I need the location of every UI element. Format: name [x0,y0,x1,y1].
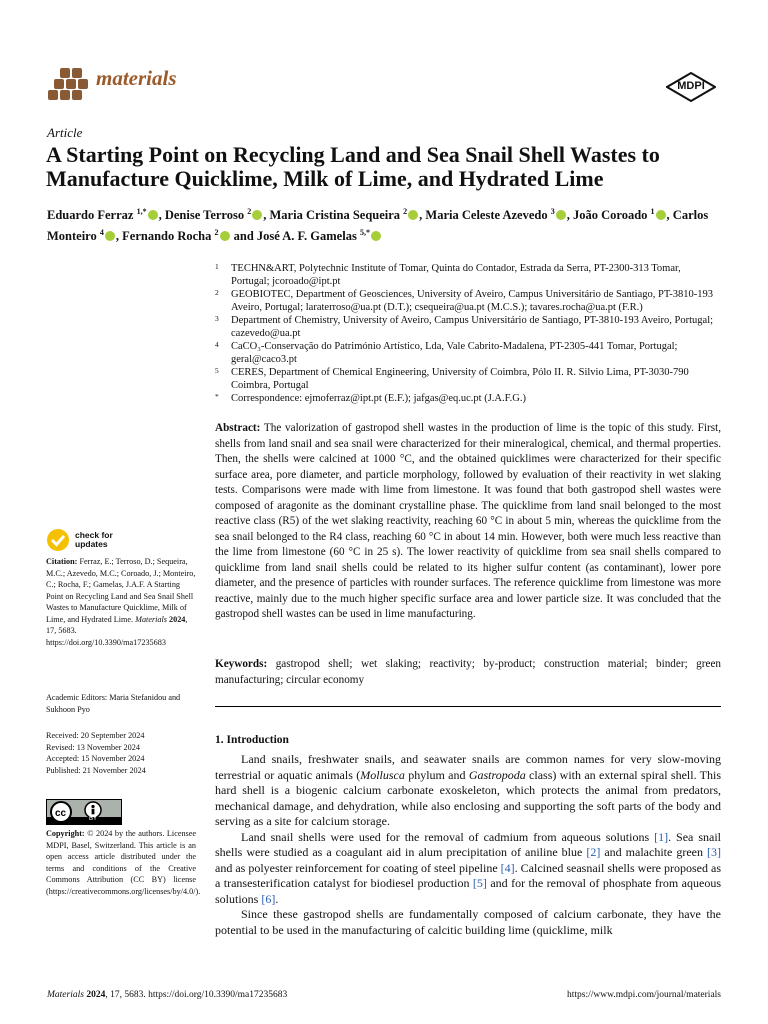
copyright-block [46,828,201,897]
affiliation: 3 Department of Chemistry, University of Aveiro, Campus Universitário de Santiago, PT-3810-193 Aveiro, Portugal; cazevedo@ua.pt [215,314,714,339]
author-name[interactable]: Fernando Rocha [122,229,212,244]
footer-citation: Materials 2024, 17, 5683. https://doi.org/10.3390/ma17235683 [47,990,288,1000]
check-for-updates-button[interactable] [46,528,113,552]
citation-link[interactable]: [1] [654,829,669,844]
orcid-icon[interactable] [556,210,566,220]
revised-date: Revised: 13 November 2024 [46,742,140,752]
citation-link[interactable]: [6] [261,891,276,906]
orcid-icon[interactable] [252,210,262,220]
citation-text: Ferraz, E.; Terroso, D.; Sequeira, M.C.; Azevedo, M.C.; Coroado, J.; Monteiro, C.; Rocha, F.; Gamelas, J.A.F. A Starting Point on Recycling Land and Sea Snail Shell Wastes to Manufacture Quicklime, Milk of Lime, and Hydrated Lime. [46,557,196,624]
section-heading: 1. Introduction [215,734,289,746]
paragraph: Since these gastropod shells are fundamentally composed of calcium carbonate, they have the potential to be used in the manufacturing of calcitic building lime (quicklime, milk [215,907,721,937]
paper-title: A Starting Point on Recycling Land and Sea Snail Shell Wastes to Manufacture Quicklime, Milk of Lime, and Hydrated Lime [46,142,660,191]
check-updates-label: updates [75,539,108,549]
affiliation: 4 CaCO₃-Conservação do Património Artístico, Lda, Vale Cabrito-Madalena, PT-2305-441 Tomar, Portugal; geral@caco3.pt [215,340,678,365]
orcid-icon[interactable] [105,231,115,241]
check-updates-label: check for [75,530,113,540]
author-list: Eduardo Ferraz $^{1,*}$ , Denise Terroso $^2$ , Maria Cristina Sequeira $^2$ , Maria Celeste Azevedo $^3$ , João Coroado $^1$ , Carlos Monteiro $^4$ , Fernando Rocha $^2$ and José A. F. Gamelas $^{5,*}$ [47,207,709,244]
paragraph: Land snails, freshwater snails, and seawater snails are common names for very slow-moving terrestrial or aquatic animals (Mollusca phylum and Gastropoda class) with an external spiral shell. This hard shell is a biogenic calcium carbonate exoskeleton, which protects the animal from predators, mechanical damage, and dehydration, while also enclosing and supporting the soft parts of the body and serving as a site for calcium storage. [215,752,722,828]
accepted-date: Accepted: 15 November 2024 [46,754,145,763]
footer-journal-url[interactable]: https://www.mdpi.com/journal/materials [567,990,721,1000]
divider [215,706,721,707]
keywords-label: Keywords: [215,658,268,670]
dates-block [46,730,196,776]
orcid-icon[interactable] [371,231,381,241]
copyright-text: © 2024 by the authors. Licensee MDPI, Basel, Switzerland. This article is an open access article distributed under the terms and conditions of the Creative Commons Attribution (CC BY) license (https://creativecommons.org/licenses/by/4.0/). [46,829,201,896]
author-name[interactable]: Carlos Monteiro [47,208,709,244]
author-name[interactable]: Maria Cristina Sequeira [269,208,401,223]
paragraph: Land snail shells were used for the removal of cadmium from aqueous solutions [1]. Sea snail shells were studied as a coagulant aid in alum precipitation of aniline blue [2] and malachite green [3] and as polyester reinforcement for coating of steel pipeline [4]. Calcined seasnail shells were proposed as a transesterification catalyst for biodiesel production [5] and for the removal of phosphate from aqueous solutions [6]. [215,829,721,906]
abstract [215,421,721,623]
journal-logo-icon [46,60,92,106]
cc-by-license-icon[interactable] [46,799,122,825]
affiliations [215,262,720,405]
affiliation: 1 TECHN&ART, Polytechnic Institute of Tomar, Quinta do Contador, Estrada da Serra, PT-2300-313 Tomar, Portugal; jcoroado@ipt.pt [215,262,681,287]
orcid-icon[interactable] [220,231,230,241]
orcid-icon[interactable] [148,210,158,220]
correspondence: * Correspondence: ejmoferraz@ipt.pt (E.F.); jafgas@eq.uc.pt (J.A.F.G.) [215,392,526,404]
mdpi-logo-icon [666,72,716,102]
abstract-text: The valorization of gastropod shell wastes in the production of lime is the topic of this study. First, shells from land snail and sea snail were characterized for their mineralogical, chemical, and thermal properties. Then, the shells were calcined at 1000 °C, and the obtained quicklimes were characterized for their specific surface area, pore diameter, and particle morphology, followed by evaluation of their reactivity in wet slaking tests. Comparisons were made with lime from limestone. It was found that both gastropod shell wastes were composed of aragonite as the dominant crystalline phase. The quicklime from land snail belonged to the most reactive class (R5) of the wet slaking reactivity, reaching 60 °C in about 5 min, whereas the quicklime from the sea snail belonged to the R4 class, reaching 60 °C in about 14 min. However, both were much less reactive than the lime from limestone (60 °C in 25 s). The lower reactivity of quicklime from sea snail shells compared to quicklime from land snail shells could be related to its higher sulfur content (as contaminant), lower pore diameter, and the presence of particles with rounder surfaces. The reference quicklime from limestone was more reactive, mainly due to the much higher specific surface area and lower particle size. It was concluded that the gastropod shell wastes can be used in lime manufacturing. [215,422,721,620]
author-name[interactable]: Eduardo Ferraz [47,208,134,223]
author-name[interactable]: Denise Terroso [164,208,245,223]
abstract-label: Abstract: [215,422,261,434]
publisher-label: MDPI [677,80,705,92]
citation-link[interactable]: [2] [586,845,601,859]
copyright-label: Copyright: [46,829,85,838]
keywords [215,657,721,688]
citation-link[interactable]: [5] [472,876,487,890]
academic-editors: Academic Editors: Maria Stefanidou and Sukhoon Pyo [46,693,181,714]
affiliation: 5 CERES, Department of Chemical Engineering, University of Coimbra, Pólo II. R. Silvio Lima, PT-3030-790 Coimbra, Portugal [215,366,689,391]
author-name[interactable]: José A. F. Gamelas [256,229,357,244]
article-type: Article [47,125,83,140]
cc-by-label: BY [88,816,97,822]
affiliation: 2 GEOBIOTEC, Department of Geosciences, University of Aveiro, Campus Universitário de Santiago, PT-3810-193 Aveiro, Portugal; laraterroso@ua.pt (D.T.); csequeira@ua.pt (M.C.S.); tavares.rocha@ua.pt (F.R.) [215,288,714,313]
citation-link[interactable]: [4] [500,860,515,875]
citation-label: Citation: [46,557,78,566]
introduction-body [215,752,721,938]
journal-name: materials [96,66,177,90]
check-updates-icon [46,528,70,552]
citation-block: Citation: Ferraz, E.; Terroso, D.; Sequeira, M.C.; Azevedo, M.C.; Coroado, J.; Monteiro, C.; Rocha, F.; Gamelas, J.A.F. A Starting Point on Recycling Land and Sea Snail Shell Wastes to Manufacture Quicklime, Milk of Lime, and Hydrated Lime. Materials 2024, 17, 5683. https://doi.org/10.3390/ma17235683 [46,557,196,647]
author-name[interactable]: João Coroado [572,208,648,223]
keywords-text: gastropod shell; wet slaking; reactivity; by-product; construction material; binder; green manufacturing; circular economy [215,658,721,686]
author-name[interactable]: Maria Celeste Azevedo [425,208,548,223]
orcid-icon[interactable] [408,210,418,220]
orcid-icon[interactable] [656,210,666,220]
svg-text:cc: cc [55,808,67,819]
published-date: Published: 21 November 2024 [46,765,146,775]
received-date: Received: 20 September 2024 [46,731,145,740]
citation-link[interactable]: [3] [707,845,721,859]
